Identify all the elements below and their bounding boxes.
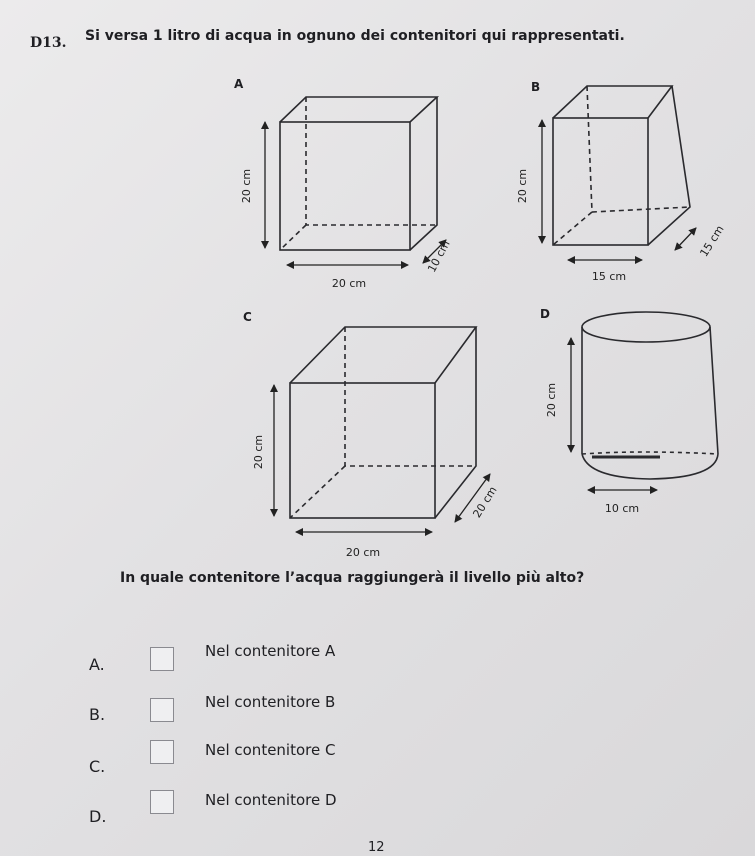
figure-a-height: 20 cm xyxy=(240,168,253,204)
option-c-text: Nel contenitore C xyxy=(205,741,336,759)
figure-c-label: C xyxy=(243,310,252,324)
figure-b-width: 15 cm xyxy=(591,270,627,283)
figure-b xyxy=(553,86,690,245)
option-d-checkbox[interactable] xyxy=(150,790,174,814)
figure-a-label: A xyxy=(234,77,244,91)
option-a-checkbox[interactable] xyxy=(150,647,174,671)
option-c-checkbox[interactable] xyxy=(150,740,174,764)
figure-a xyxy=(280,97,437,250)
figure-c-depth: 20 cm xyxy=(470,484,500,521)
figure-a-width: 20 cm xyxy=(331,277,367,290)
figure-b-label: B xyxy=(531,80,541,94)
figure-d-label: D xyxy=(540,307,550,321)
figure-b-height: 20 cm xyxy=(516,168,529,204)
figure-c xyxy=(290,327,476,518)
figure-d xyxy=(582,312,718,479)
option-b-checkbox[interactable] xyxy=(150,698,174,722)
option-c-letter: C. xyxy=(89,757,106,776)
option-d-letter: D. xyxy=(89,807,107,826)
figure-b-depth: 15 cm xyxy=(697,223,727,260)
question-number: D13. xyxy=(30,35,67,51)
option-a-letter: A. xyxy=(89,655,105,674)
option-d-text: Nel contenitore D xyxy=(205,791,337,809)
figure-c-height: 20 cm xyxy=(252,434,265,470)
figure-d-height: 20 cm xyxy=(545,382,558,418)
figure-c-width: 20 cm xyxy=(345,546,381,559)
figure-d-diameter: 10 cm xyxy=(604,502,640,515)
question-text: Si versa 1 litro di acqua in ognuno dei contenitori qui rappresentati. xyxy=(85,28,625,44)
figure-b-depth-arrow xyxy=(675,228,696,250)
prompt-question: In quale contenitore l’acqua raggiungerà il livello più alto? xyxy=(120,570,585,586)
figure-a-depth: 10 cm xyxy=(425,238,453,275)
option-a-text: Nel contenitore A xyxy=(205,642,336,660)
page-number: 12 xyxy=(368,840,385,855)
option-b-letter: B. xyxy=(89,705,106,724)
option-b-text: Nel contenitore B xyxy=(205,693,336,711)
